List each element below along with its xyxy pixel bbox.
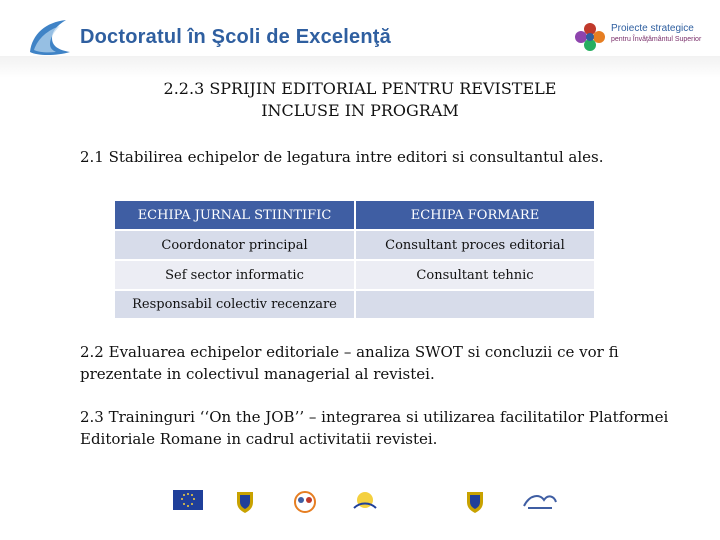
romania-coat-of-arms-icon <box>230 490 260 518</box>
romania-coat-of-arms-icon <box>460 490 490 518</box>
header-bar <box>0 56 720 78</box>
table-cell <box>356 291 594 318</box>
university-logo-icon <box>515 490 565 516</box>
slide-title <box>80 78 640 122</box>
wave-logo-icon <box>26 16 74 56</box>
brand-title: Doctoratul în Şcoli de Excelenţă <box>80 26 391 48</box>
flower-logo-icon <box>572 20 608 52</box>
partner-brand <box>611 23 701 45</box>
table-cell: Consultant proces editorial <box>356 231 594 259</box>
header <box>0 0 720 78</box>
partner-line1: Proiecte strategice <box>611 23 694 34</box>
operational-programme-icon <box>345 490 385 518</box>
paragraph-2-2: 2.2 Evaluarea echipelor editoriale – analiza SWOT si concluzii ce vor fi prezentate in colectivul managerial al revistei. <box>80 343 619 383</box>
footer-logos <box>160 490 580 530</box>
table-cell: Consultant tehnic <box>356 261 594 289</box>
paragraph-2-3: 2.3 Traininguri ‘‘On the JOB’’ – integrarea si utilizarea facilitatilor Platformei Editoriale Romane in cadrul activitatii revistei. <box>80 408 669 448</box>
social-fund-icon <box>285 490 325 518</box>
team-table <box>115 201 594 318</box>
title-line-2: INCLUSE IN PROGRAM <box>261 101 459 120</box>
table-cell: Coordonator principal <box>115 231 354 259</box>
paragraph-2-1: 2.1 Stabilirea echipelor de legatura intre editori si consultantul ales. <box>80 148 604 166</box>
title-line-1: 2.2.3 SPRIJIN EDITORIAL PENTRU REVISTELE <box>163 79 557 98</box>
eu-flag-icon <box>170 490 206 514</box>
table-cell: Sef sector informatic <box>115 261 354 289</box>
partner-line2: pentru Învăţământul Superior <box>611 36 702 43</box>
table-header-left: ECHIPA JURNAL STIINTIFIC <box>115 201 354 229</box>
table-header-right: ECHIPA FORMARE <box>356 201 594 229</box>
table-cell: Responsabil colectiv recenzare <box>115 291 354 318</box>
